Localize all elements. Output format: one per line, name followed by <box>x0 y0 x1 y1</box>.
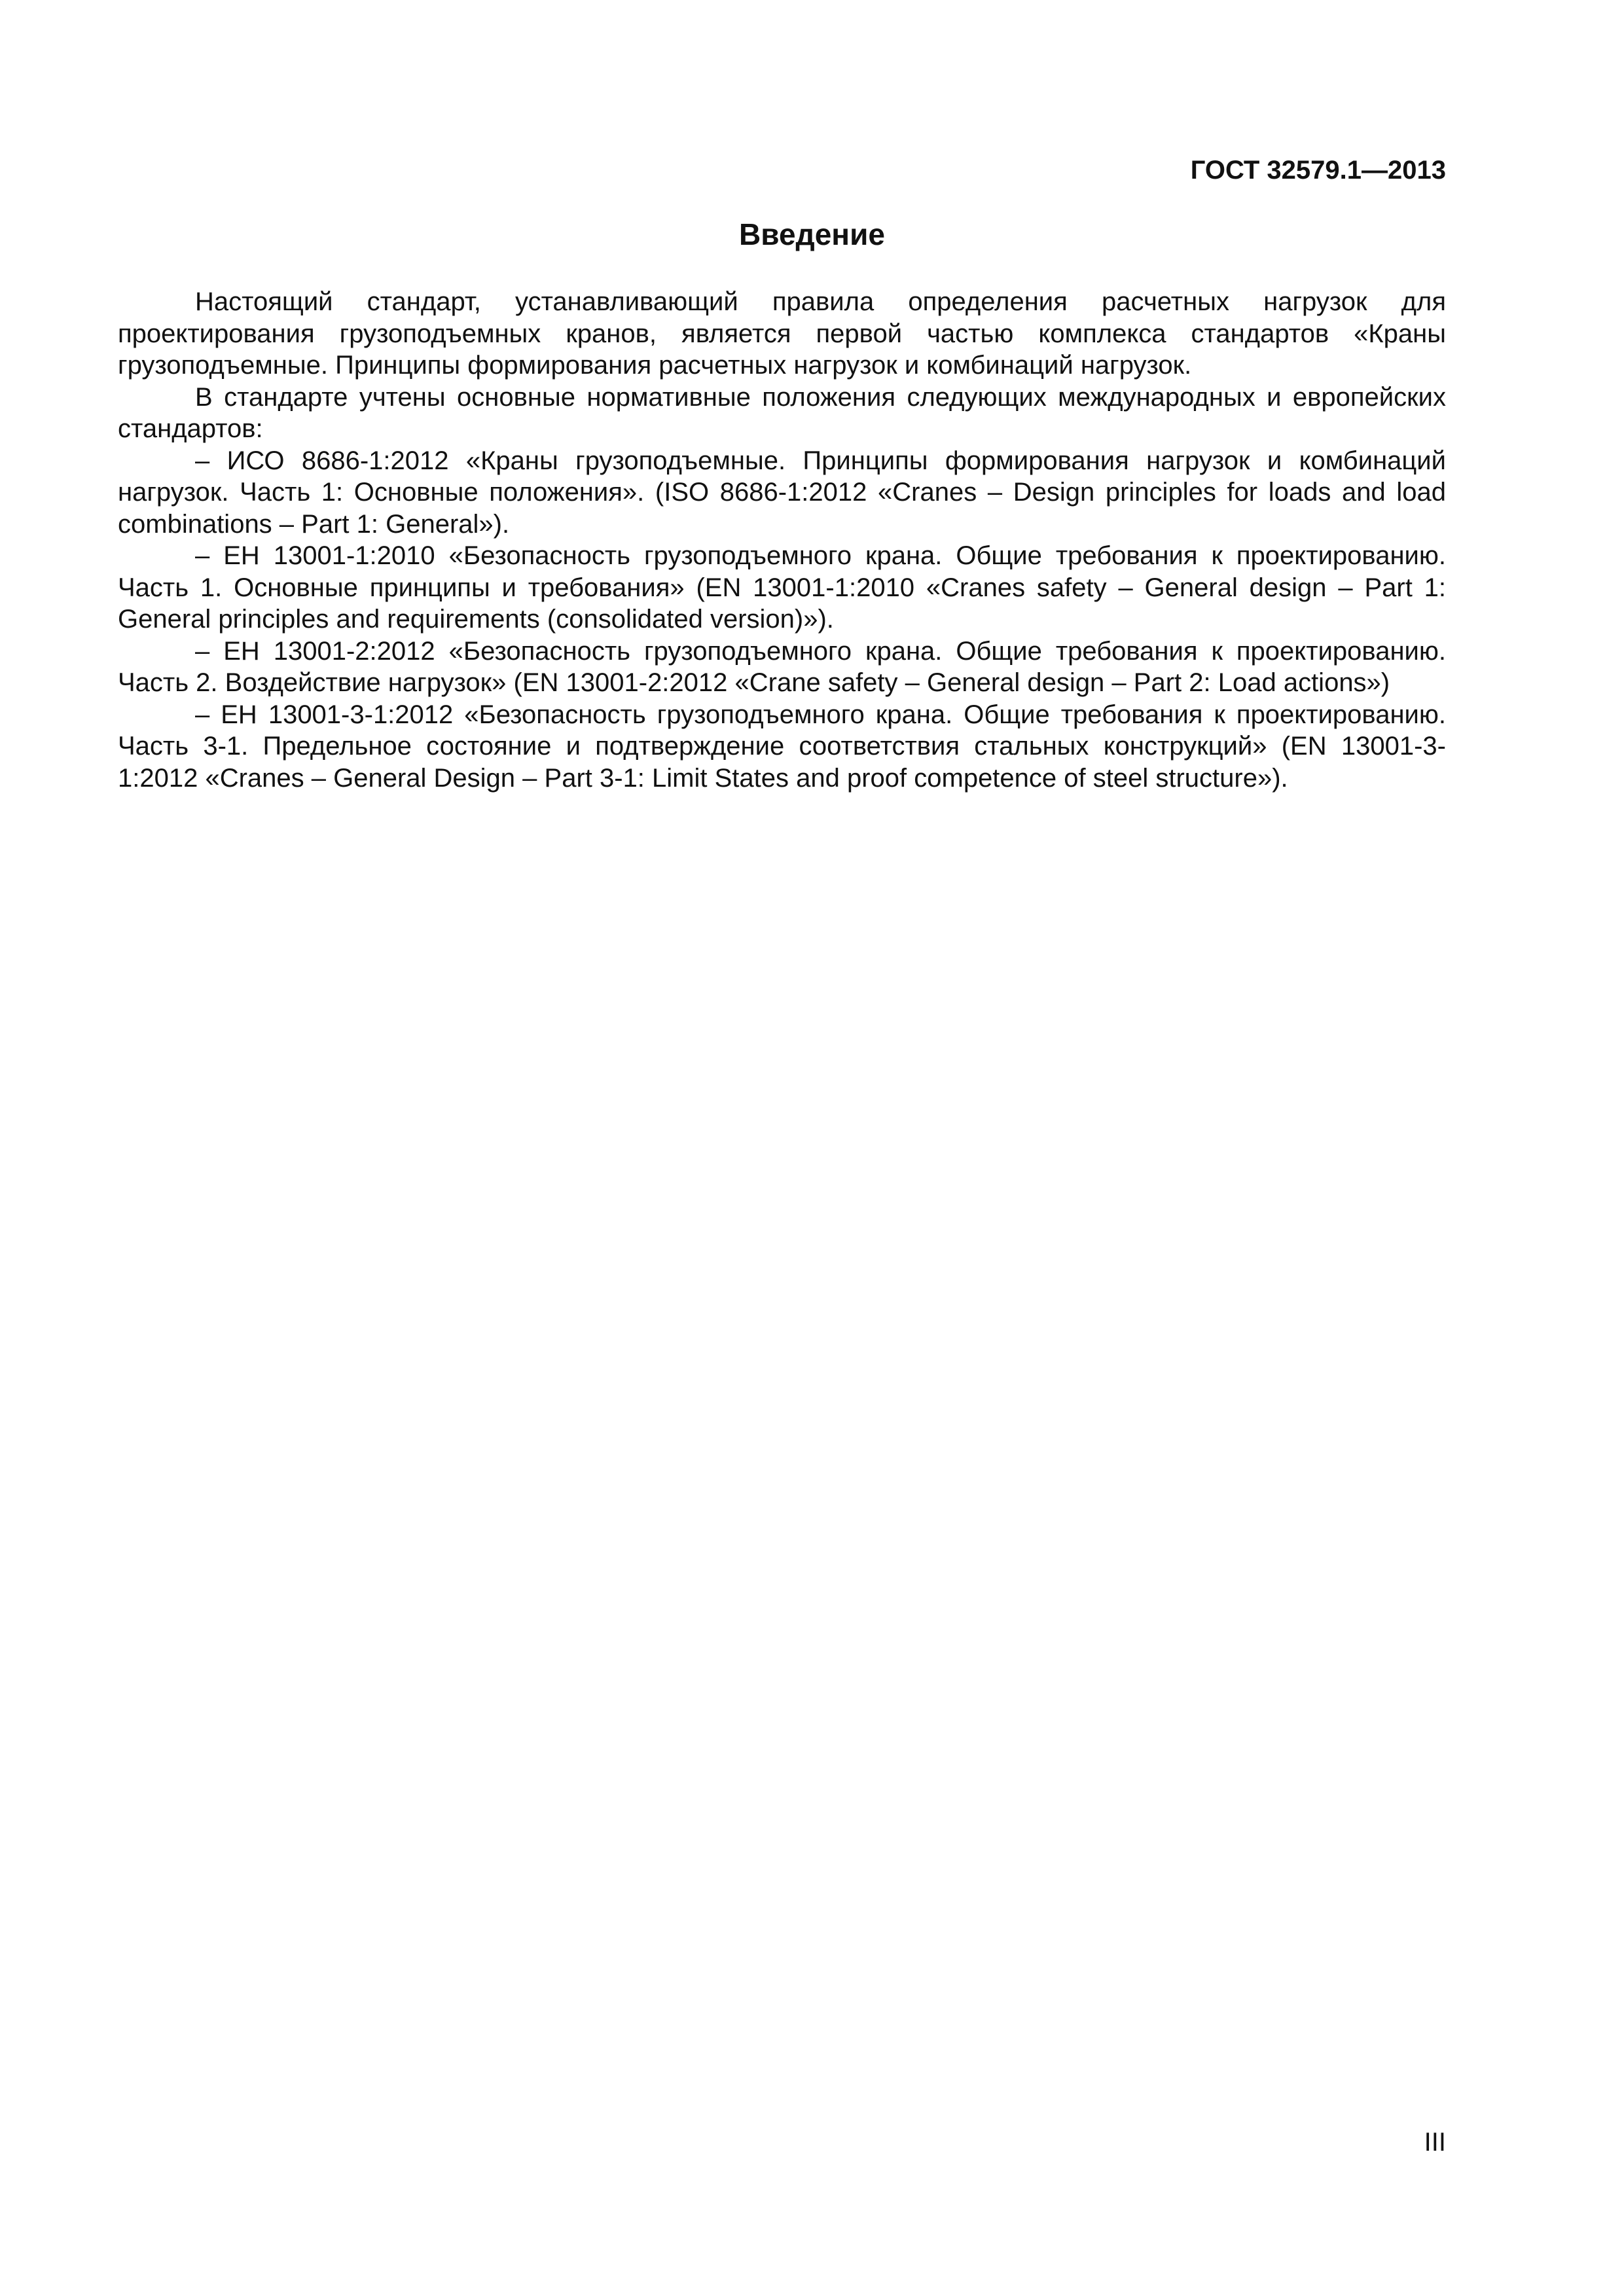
paragraph-intro: Настоящий стандарт, устанавливающий правила определения расчетных нагрузок для проектирования грузоподъемных кранов, является первой частью комплекса стандартов «Краны грузоподъемные. Принципы формирования расчетных нагрузок и комбинаций нагрузок. <box>118 287 1446 380</box>
document-code: ГОСТ 32579.1—2013 <box>1190 156 1446 185</box>
section-title: Введение <box>739 217 885 251</box>
paragraph-standards-lead: В стандарте учтены основные нормативные положения следующих международных и европейских стандартов: <box>118 382 1446 443</box>
body-text <box>118 286 1446 794</box>
list-item-iso-8686-1: – ИСО 8686-1:2012 «Краны грузоподъемные. Принципы формирования нагрузок и комбинаций нагрузок. Часть 1: Основные положения». (ISO 8686-1:2012 «Cranes – Design principles for loads and load combinations – Part 1: General»). <box>118 446 1446 539</box>
list-item-en-13001-3-1: – ЕН 13001-3-1:2012 «Безопасность грузоподъемного крана. Общие требования к проектированию. Часть 3-1. Предельное состояние и подтверждение соответствия стальных конструкций» (EN 13001-3-1:2012 «Cranes – General Design – Part 3-1: Limit States and proof competence of steel structure»). <box>118 700 1446 793</box>
list-item-en-13001-1: – ЕН 13001-1:2010 «Безопасность грузоподъемного крана. Общие требования к проектированию. Часть 1. Основные принципы и требования» (EN 13001-1:2010 «Cranes safety – General design – Part 1: General principles and requirements (consolidated version)»). <box>118 541 1446 634</box>
list-item-en-13001-2: – ЕН 13001-2:2012 «Безопасность грузоподъемного крана. Общие требования к проектированию. Часть 2. Воздействие нагрузок» (EN 13001-2:2012 «Crane safety – General design – Part 2: Load actions») <box>118 636 1446 697</box>
page-number: III <box>1424 2128 1446 2157</box>
